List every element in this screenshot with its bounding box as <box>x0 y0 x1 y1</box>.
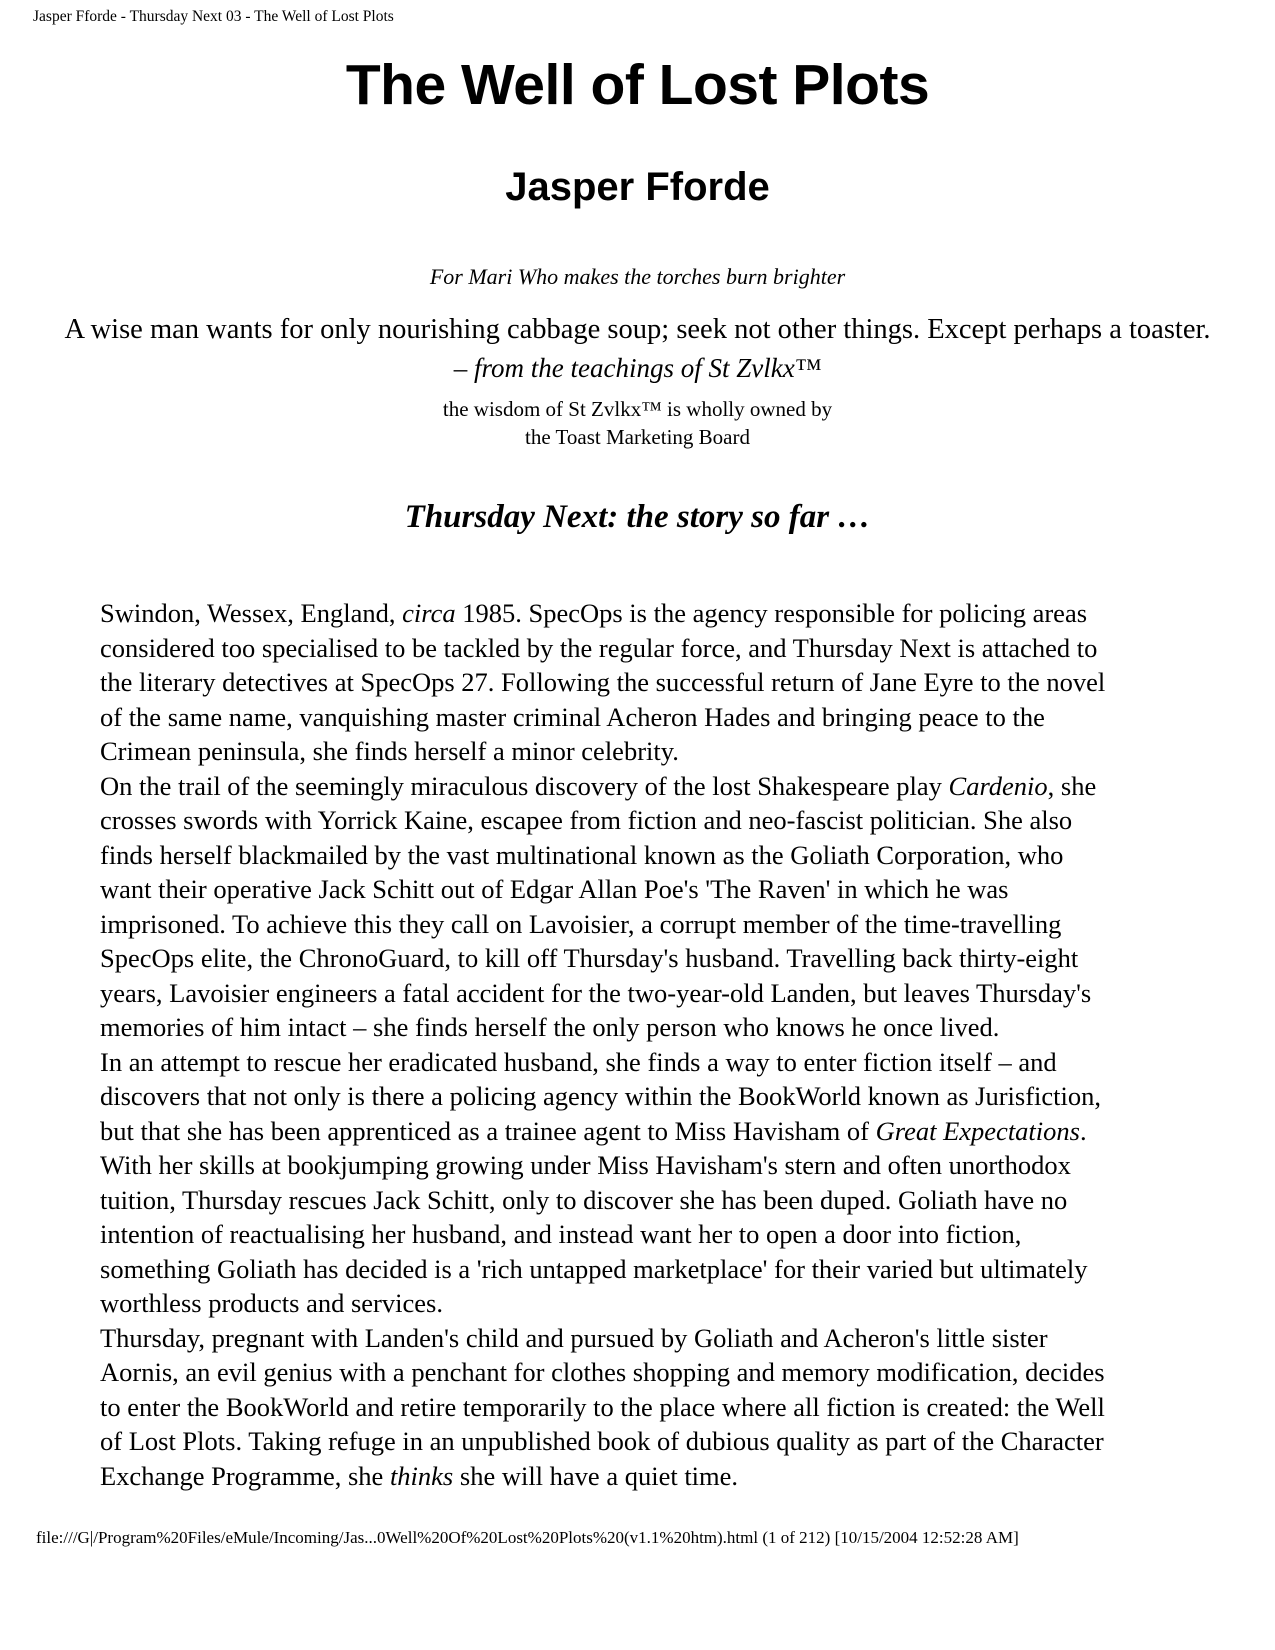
text-run: 1985. SpecOps is the agency responsible for policing areas considered too specialised to be tackled by the regular force, and Thursday Next is attached to the literary detectives at SpecOps 27. Following the successful return of Jane Eyre to the novel of the same name, vanquishing master criminal Acheron Hades and bringing peace to the Crimean peninsula, she finds herself a minor celebrity. <box>100 598 1106 767</box>
text-run: . With her skills at bookjumping growing under Miss Havisham's stern and often unorthodox tuition, Thursday rescues Jack Schitt, only to discover she has been duped. Goliath have no intention of reactualising her husband, and instead want her to open a door into fiction, something Goliath has decided is a 'rich untapped marketplace' for their varied but ultimately worthless products and services. <box>100 1115 1088 1319</box>
text-run: Thursday, pregnant with Landen's child and pursued by Goliath and Acheron's little sister Aornis, an evil genius with a penchant for clothes shopping and memory modification, decides to enter the BookWorld and retire temporarily to the place where all fiction is created: the Well of Lost Plots. Taking refuge in an unpublished book of dubious quality as part of the Character Exchange Programme, she <box>100 1322 1105 1491</box>
epigraph-quote: A wise man wants for only nourishing cabbage soup; seek not other things. Except perhaps a toaster. <box>64 313 1211 345</box>
section-heading: Thursday Next: the story so far … <box>404 499 871 536</box>
text-run: she will have a quiet time. <box>453 1460 739 1491</box>
italic-run: circa <box>402 598 456 629</box>
italic-run: thinks <box>389 1460 454 1491</box>
epigraph-note <box>0 396 1275 451</box>
body-paragraph <box>100 1321 1120 1494</box>
story-so-far-body <box>100 596 1120 1493</box>
page-footer-path: file:///G|/Program%20Files/eMule/Incoming/Jas...0Well%20Of%20Lost%20Plots%20(v1.1%20htm).html (1 of 212) [10/15/2004 12:52:28 AM] <box>36 1528 1019 1547</box>
text-run: On the trail of the seemingly miraculous discovery of the lost Shakespeare play <box>100 770 949 801</box>
dedication: For Mari Who makes the torches burn brighter <box>429 263 846 289</box>
book-author: Jasper Fforde <box>505 164 770 209</box>
italic-run: Cardenio <box>948 770 1048 801</box>
page-content <box>0 40 1275 1493</box>
text-run: In an attempt to rescue her eradicated husband, she finds a way to enter fiction itself – and discovers that not only is there a policing agency within the BookWorld known as Jurisfiction, but that she has been apprenticed as a trainee agent to Miss Havisham of <box>100 1046 1102 1146</box>
body-paragraph <box>100 1045 1120 1321</box>
body-paragraph <box>100 596 1120 769</box>
text-run: Swindon, Wessex, England, <box>100 598 403 629</box>
italic-run: Great Expectations <box>875 1115 1080 1146</box>
epigraph-note-line-2: the Toast Marketing Board <box>524 424 750 449</box>
text-run: , she crosses swords with Yorrick Kaine, escapee from fiction and neo-fascist politician. She also finds herself blackmailed by the vast multinational known as the Goliath Corporation, who want their operative Jack Schitt out of Edgar Allan Poe's 'The Raven' in which he was imprisoned. To achieve this they call on Lavoisier, a corrupt member of the time-travelling SpecOps elite, the ChronoGuard, to kill off Thursday's husband. Travelling back thirty-eight years, Lavoisier engineers a fatal accident for the two-year-old Landen, but leaves Thursday's memories of him intact – she finds herself the only person who knows he once lived. <box>100 770 1097 1043</box>
epigraph-note-line-1: the wisdom of St Zvlkx™ is wholly owned by <box>442 397 833 422</box>
body-paragraph <box>100 769 1120 1045</box>
page-title: The Well of Lost Plots <box>345 53 930 117</box>
running-head: Jasper Fforde - Thursday Next 03 - The Well of Lost Plots <box>33 8 394 25</box>
epigraph-attribution: – from the teachings of St Zvlkx™ <box>453 353 822 384</box>
